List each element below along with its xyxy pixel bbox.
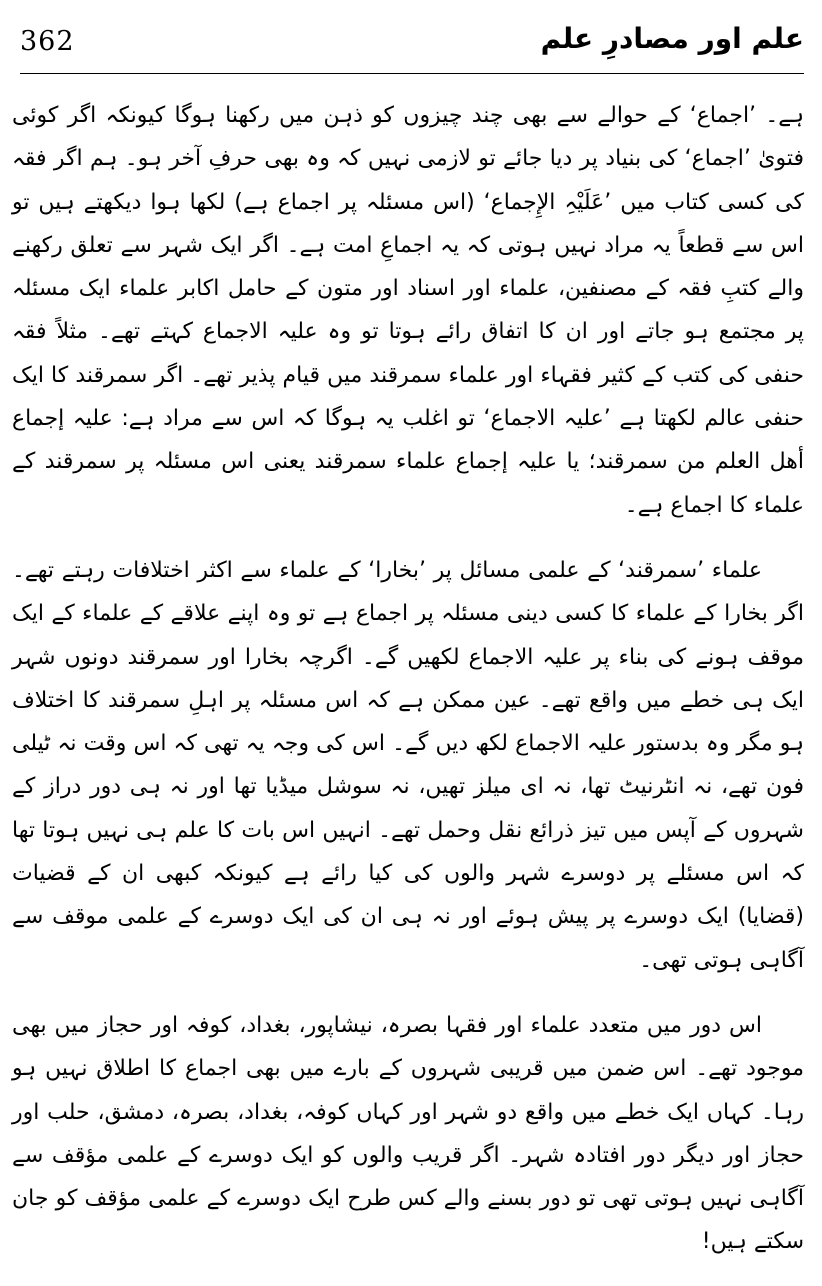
body-text <box>12 94 804 1286</box>
paragraph-3: اس دور میں متعدد علماء اور فقہا بصرہ، نیشاپور، بغداد، کوفہ اور حجاز میں بھی موجود تھے۔ اس ضمن میں قریبی شہروں کے بارے میں بھی اجماع کا اطلاق نہیں ہو رہا۔ کہاں ایک خطے میں واقع دو شہر اور کہاں کوفہ، بغداد، بصرہ، دمشق، حلب اور حجاز اور دیگر دور افتادہ شہر۔ اگر قریب والوں کو ایک دوسرے کے علمی مؤقف سے آگاہی نہیں ہوتی تھی تو دور بسنے والے کس طرح ایک دوسرے کے علمی مؤقف کو جان سکتے ہیں! <box>12 1012 804 1255</box>
header-rule <box>20 73 804 74</box>
paragraph-2: علماء ’سمرقند‘ کے علمی مسائل پر ’بخارا‘ کے علماء سے اکثر اختلافات رہتے تھے۔ اگر بخارا کے علماء کا کسی دینی مسئلہ پر اجماع ہے تو وہ اپنے علاقے کے علماء کے ایک موقف ہونے کی بناء پر علیہ الاجماع لکھیں گے۔ اگرچہ بخارا اور سمرقند دونوں شہر ایک ہی خطے میں واقع تھے۔ عین ممکن ہے کہ اس مسئلہ پر اہلِ سمرقند کا اختلاف ہو مگر وہ بدستور علیہ الاجماع لکھ دیں گے۔ اس کی وجہ یہ تھی کہ اس وقت نہ ٹیلی فون تھے، نہ انٹرنیٹ تھا، نہ ای میلز تھیں، نہ سوشل میڈیا تھا اور نہ ہی دور دراز کے شہروں کے آپس میں تیز ذرائع نقل وحمل تھے۔ انہیں اس بات کا علم ہی نہیں ہوتا تھا کہ اس مسئلے پر دوسرے شہر والوں کی کیا رائے ہے کیونکہ کبھی ان کے قضیات (قضایا) ایک دوسرے پر پیش ہوئے اور نہ ہی ان کی ایک دوسرے کے علمی موقف سے آگاہی ہوتی تھی۔ <box>12 557 804 973</box>
page-header <box>20 22 804 66</box>
running-head-title: علم اور مصادرِ علم <box>540 22 804 55</box>
page-number: 362 <box>20 26 75 57</box>
paragraph-1: ہے۔ ’اجماع‘ کے حوالے سے بھی چند چیزوں کو ذہن میں رکھنا ہوگا کیونکہ اگر کوئی فتویٰ ’اجماع‘ کی بنیاد پر دیا جائے تو لازمی نہیں کہ وہ بھی حرفِ آخر ہو۔ ہم اگر فقہ کی کسی کتاب میں ’عَلَیْہِ الإِجماع‘ (اس مسئلہ پر اجماع ہے) لکھا ہوا دیکھتے ہیں تو اس سے قطعاً یہ مراد نہیں ہوتی کہ یہ اجماعِ امت ہے۔ اگر ایک شہر سے تعلق رکھنے والے کتبِ فقہ کے مصنفین، علماء اور اسناد اور متون کے حامل اکابر علماء ایک مسئلہ پر مجتمع ہو جاتے اور ان کا اتفاق رائے ہوتا تو وہ علیہ الاجماع کہتے تھے۔ مثلاً فقہ حنفی کی کتب کے کثیر فقہاء اور علماء سمرقند میں قیام پذیر تھے۔ اگر سمرقند کا ایک حنفی عالم لکھتا ہے ’علیہ الاجماع‘ تو اغلب یہ ہوگا کہ اس سے مراد ہے: علیہ إجماع أهل العلم من سمرقند؛ یا علیہ إجماع علماء سمرقند یعنی اس مسئلہ پر سمرقند کے علماء کا اجماع ہے۔ <box>12 103 804 518</box>
